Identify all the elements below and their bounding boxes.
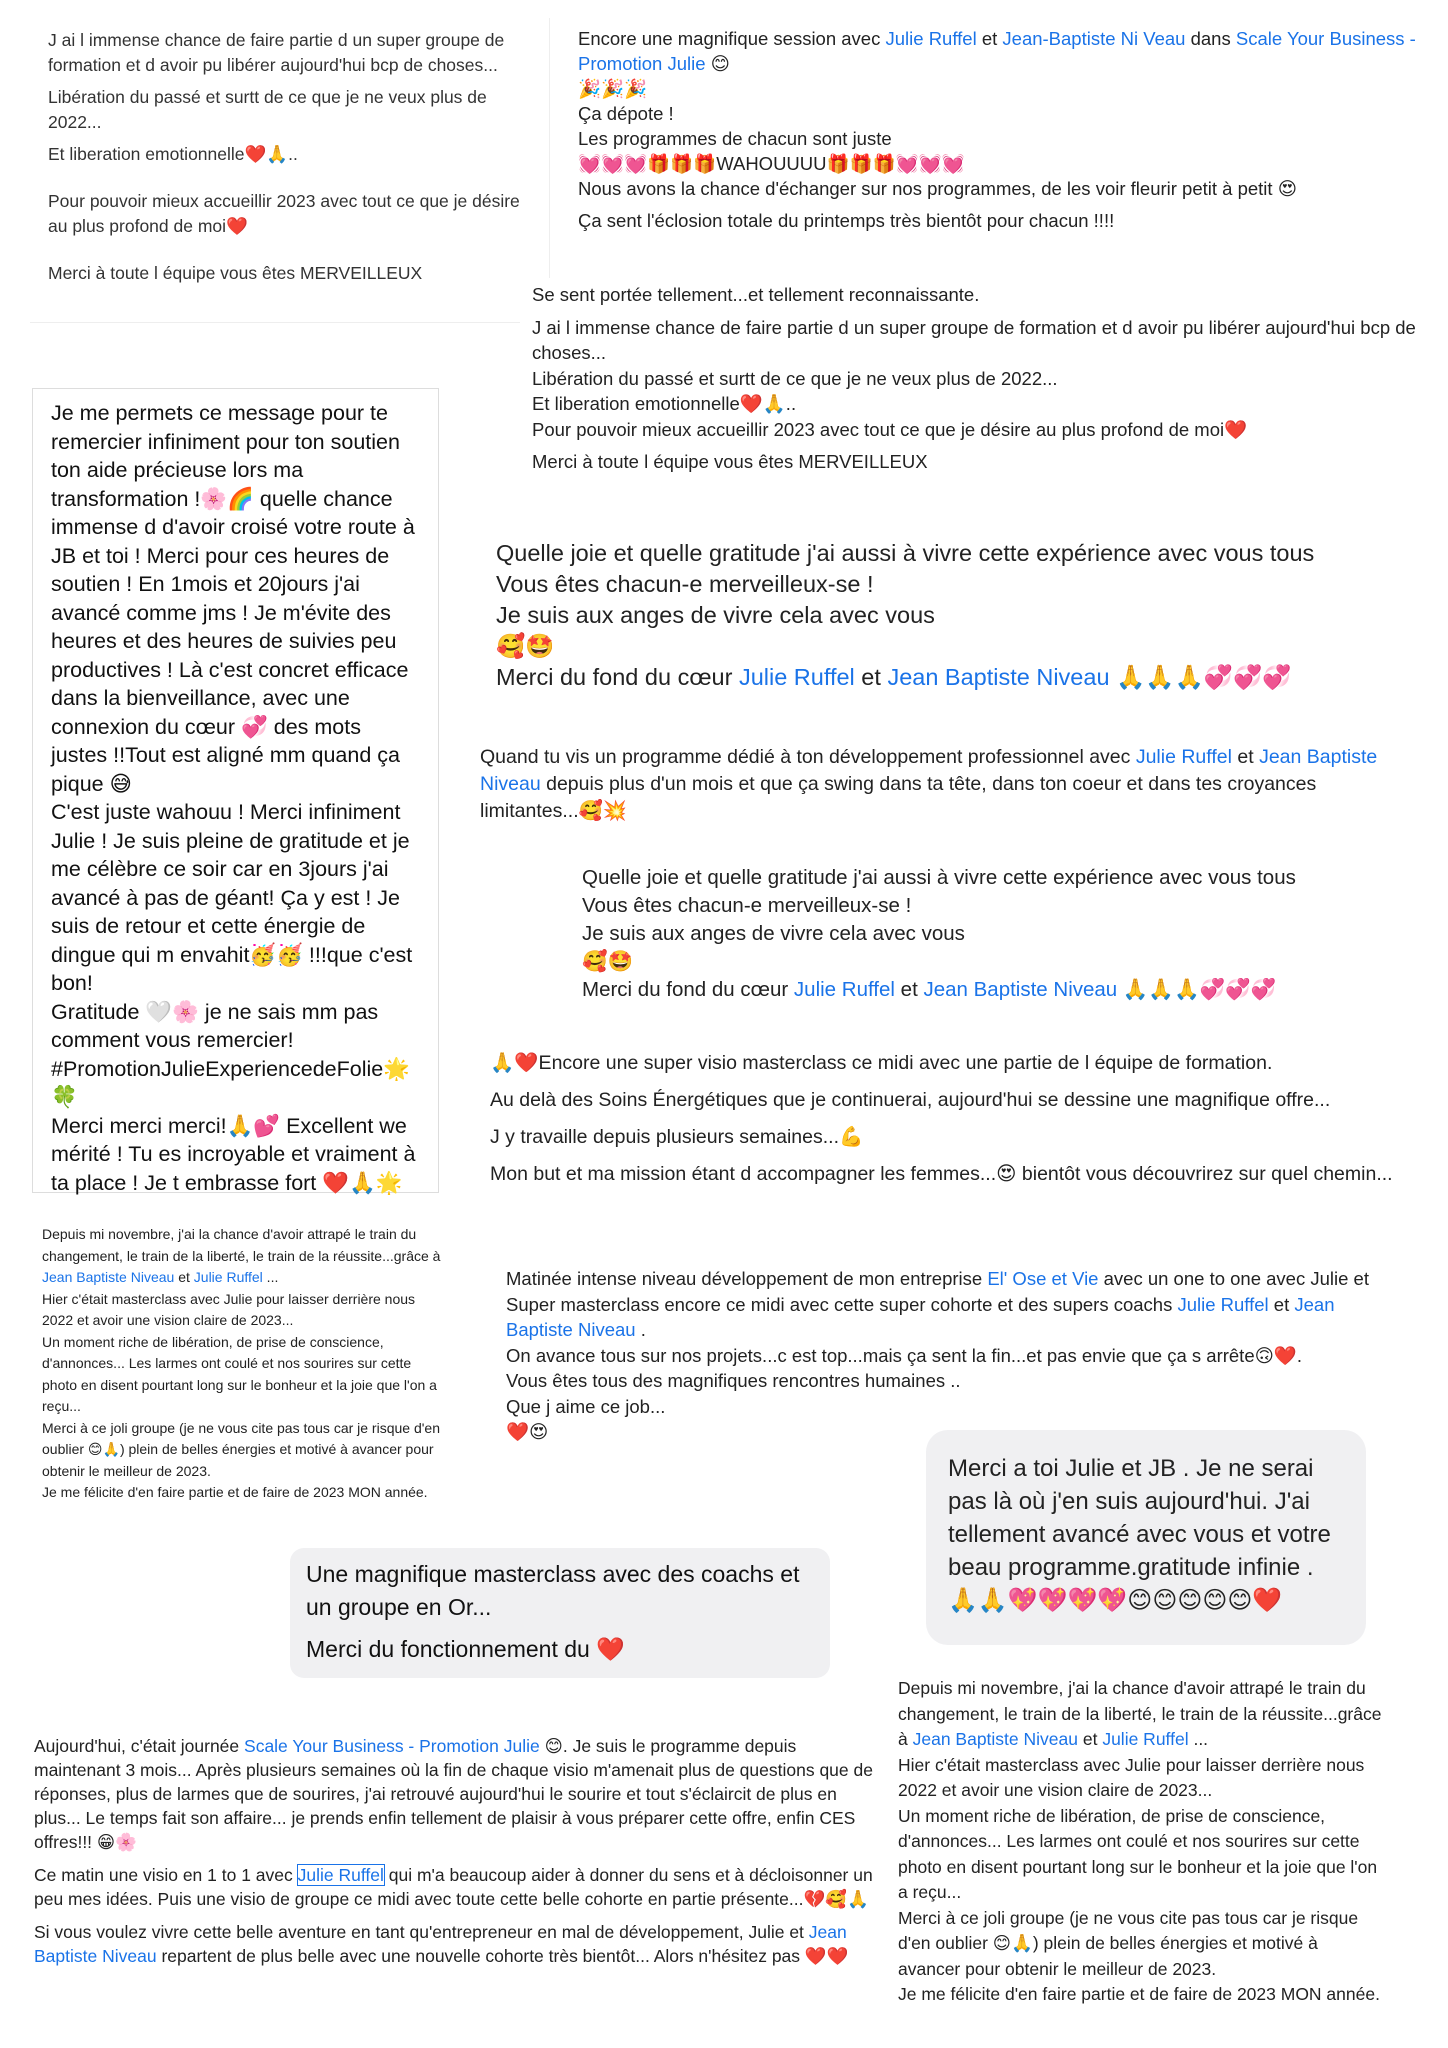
chat-bubble — [926, 1430, 1366, 1645]
text-line: Je suis aux anges de vivre cela avec vous — [496, 602, 935, 628]
text-line: J ai l immense chance de faire partie d un super groupe de formation et d avoir pu libérer aujourd'hui bcp de choses... — [48, 30, 505, 75]
masterclass-message-bubble — [290, 1548, 830, 1678]
text-span: Depuis mi novembre, j'ai la chance d'avoir attrapé le train du changement, le train de la liberté, le train de la réussite...grâce à — [898, 1678, 1382, 1749]
testimonial-card-10 — [496, 1262, 1396, 1442]
text-line: Un moment riche de libération, de prise de conscience, d'annonces... Les larmes ont coulé et nos sourires sur cette photo en disent pourtant long sur le bonheur et la joie que l'on a reçu... — [898, 1805, 1378, 1902]
thanks-line — [496, 662, 1376, 693]
text-line: Merci à ce joli groupe (je ne vous cite pas tous car je risque d'en oublier 😊🙏) plein de belles énergies et motivé à avancer pour obtenir le meilleur de 2023. — [42, 1419, 440, 1479]
mention-link[interactable]: Jean Baptiste Niveau — [42, 1269, 175, 1285]
mention-link[interactable]: Julie Ruffel — [1102, 1729, 1189, 1749]
text-span: Encore une magnifique session avec — [578, 28, 886, 49]
text-line: Pour pouvoir mieux accueillir 2023 avec tout ce que je désire au plus profond de moi❤️ — [532, 418, 1248, 440]
post-text — [480, 744, 1410, 825]
testimonial-card-3 — [520, 278, 1440, 498]
text-line: 💓💓💓🎁🎁🎁WAHOUUUU🎁🎁🎁💓💓💓 — [578, 153, 965, 174]
text-line: Libération du passé et surtt de ce que je ne veux plus de 2022... — [532, 367, 1058, 389]
text-line: Au delà des Soins Énergétiques que je continuerai, aujourd'hui se dessine une magnifique offre... — [490, 1089, 1331, 1111]
text-span: Aujourd'hui, c'était journée — [34, 1736, 245, 1756]
emoji-line: 🥰🤩 — [496, 633, 555, 659]
page-link[interactable]: El' Ose et Vie — [987, 1268, 1099, 1289]
testimonial-card-9 — [32, 1222, 452, 1532]
text-span: et — [174, 1269, 194, 1285]
mention-link[interactable]: Julie Ruffel — [1177, 1293, 1269, 1315]
text-line: Hier c'était masterclass avec Julie pour laisser derrière nous 2022 et avoir une vision claire de 2023... — [898, 1754, 1365, 1800]
text-line: Vous êtes chacun-e merveilleux-se ! — [496, 571, 874, 597]
text-line: Vous êtes tous des magnifiques rencontres humaines .. — [506, 1370, 961, 1391]
text-line: Quelle joie et quelle gratitude j'ai aussi à vivre cette expérience avec vous tous — [496, 540, 1315, 566]
text-line: Se sent portée tellement...et tellement reconnaissante. — [532, 284, 980, 305]
text-span: Merci du fond du cœur — [496, 664, 739, 690]
mention-link[interactable]: Julie Ruffel — [1135, 746, 1232, 768]
message-paragraph: C'est juste wahouu ! Merci infiniment Julie ! Je suis pleine de gratitude et je me célèbre ce soir car en 3jours j'ai avancé à pas de géant! Ça y est ! Je suis de retour et cette énergie de dingue qui m envahit🥳🥳 !!!que c'est bon! — [51, 800, 413, 995]
thanks-line — [582, 976, 1362, 1004]
post-paragraph — [34, 1734, 878, 1854]
text-line: Merci à ce joli groupe (je ne vous cite pas tous car je risque d'en oublier 😊🙏) plein de belles énergies et motivé à avancer pour obtenir le meilleur de 2023. — [898, 1907, 1359, 1979]
text-span: . — [635, 1319, 646, 1340]
post-intro — [42, 1224, 442, 1289]
text-line: Et liberation emotionnelle❤️🙏.. — [532, 393, 797, 414]
mention-link[interactable]: Julie Ruffel — [885, 28, 977, 49]
text-line: Je me félicite d'en faire partie et de faire de 2023 MON année. — [898, 1984, 1380, 2004]
text-line: Vous êtes chacun-e merveilleux-se ! — [582, 894, 912, 917]
text-span: Ce matin une visio en 1 to 1 avec — [34, 1865, 298, 1885]
emoji-line: 🎉🎉🎉 — [578, 78, 648, 99]
post-intro — [578, 26, 1424, 76]
chat-message-text: Merci a toi Julie et JB . Je ne serai pas là où j'en suis aujourd'hui. J'ai tellement avancé avec vous et votre beau programme.gratitude infinie . 🙏🙏💖💖💖💖😊😊😊😊😊❤️ — [948, 1455, 1331, 1614]
text-line: Les programmes de chacun sont juste — [578, 128, 892, 149]
text-line: Je suis aux anges de vivre cela avec vous — [582, 922, 965, 945]
text-span: Matinée intense niveau développement de mon entreprise — [506, 1268, 988, 1289]
testimonial-card-14 — [26, 1728, 886, 2043]
text-line: Ça sent l'éclosion totale du printemps très bientôt pour chacun !!!! — [578, 210, 1115, 231]
message-paragraph: Je me permets ce message pour te remercier infiniment pour ton soutien ton aide précieuse lors ma transformation !🌸🌈 quelle chance immense d d'avoir croisé votre route à JB et toi ! Merci pour ces heures de soutien ! En 1mois et 20jours j'ai avancé comme jms ! Je m'évite des heures et des heures de suivies peu productives ! Là c'est concret efficace dans la bienveillance, avec une connexion du cœur 💞 des mots justes !!Tout est aligné mm quand ça pique 😅 — [51, 401, 415, 796]
text-line: Merci à toute l équipe vous êtes MERVEILLEUX — [532, 451, 928, 472]
text-span: et — [976, 28, 1003, 49]
message-card — [32, 388, 439, 1193]
emoji-line: 🥰🤩 — [582, 950, 634, 973]
mention-link-selected[interactable]: Julie Ruffel — [297, 1865, 384, 1885]
text-line: Libération du passé et surtt de ce que je ne veux plus de 2022... — [48, 87, 487, 132]
text-span: Quand tu vis un programme dédié à ton développement professionnel avec — [480, 746, 1136, 768]
text-line: Quelle joie et quelle gratitude j'ai aussi à vivre cette expérience avec vous tous — [582, 866, 1296, 889]
message-paragraph: Merci merci merci!🙏💕 Excellent we mérité ! Tu es incroyable et vraiment à ta place ! Je t embrasse fort ❤️🙏🌟 — [51, 1113, 416, 1195]
post-paragraph — [34, 1863, 878, 1911]
text-line: J ai l immense chance de faire partie d un super groupe de formation et d avoir pu libérer aujourd'hui bcp de choses... — [532, 316, 1416, 363]
mention-link[interactable]: Jean Baptiste Niveau — [887, 664, 1110, 690]
mention-link[interactable]: Jean Baptiste Niveau — [923, 978, 1118, 1001]
testimonial-card-2 — [566, 22, 1436, 247]
text-line: Pour pouvoir mieux accueillir 2023 avec tout ce que je désire au plus profond de moi❤️ — [48, 191, 520, 236]
testimonial-card-1 — [30, 18, 550, 323]
text-span: 😊. Je suis le programme depuis maintenant 3 mois... Après plusieurs semaines où la fin de chaque visio m'amenait plus de questions que de réponses, plus de larmes que de sourires, j'ai retrouvé aujourd'hui le sourire et tout s'éclaircit de plus en plus... Le temps fait son affaire... je prends enfin tellement de plaisir à vous préparer cette offre, enfin CES offres!!! 😁🌸 — [34, 1736, 873, 1852]
text-line: Je me félicite d'en faire partie et de faire de 2023 MON année. — [42, 1484, 428, 1500]
text-line: Nous avons la chance d'échanger sur nos programmes, de les voir fleurir petit à petit 😍 — [578, 178, 1297, 199]
text-line: J y travaille depuis plusieurs semaines...💪 — [490, 1126, 864, 1148]
text-line: 🙏❤️Encore une super visio masterclass ce midi avec une partie de l équipe de formation. — [490, 1052, 1273, 1074]
post-intro — [506, 1266, 1386, 1343]
testimonial-card-5 — [486, 534, 1386, 704]
testimonial-card-13 — [890, 1668, 1390, 2043]
text-span: dans — [1185, 28, 1236, 49]
post-intro — [898, 1676, 1382, 1753]
post-paragraph — [34, 1920, 878, 1968]
text-span: et — [854, 664, 888, 690]
text-line: Et liberation emotionnelle❤️🙏.. — [48, 144, 298, 164]
text-span: 🙏🙏🙏💞💞💞 — [1117, 978, 1277, 1001]
text-line: Merci du fonctionnement du ❤️ — [306, 1636, 625, 1662]
testimonial-card-8 — [480, 1046, 1440, 1231]
mention-link[interactable]: Julie Ruffel — [193, 1269, 263, 1285]
text-span: 🙏🙏🙏💞💞💞 — [1109, 664, 1292, 690]
text-span: et — [1078, 1729, 1103, 1749]
text-line: Merci à toute l équipe vous êtes MERVEILLEUX — [48, 263, 423, 283]
text-line: On avance tous sur nos projets...c est top...mais ça sent la fin...et pas envie que ça s arrête🙃❤️. — [506, 1344, 1303, 1366]
text-span: ... — [1188, 1729, 1209, 1749]
text-span: et — [1231, 746, 1260, 768]
mention-link[interactable]: Jean Baptiste Niveau — [480, 746, 1378, 795]
text-span: depuis plus d'un mois et que ça swing dans ta tête, dans ton coeur et dans tes croyances limitantes...🥰💥 — [480, 773, 1317, 822]
emoji-line: ❤️😍 — [506, 1421, 549, 1442]
text-span: Depuis mi novembre, j'ai la chance d'avoir attrapé le train du changement, le train de la liberté, le train de la réussite...grâce à — [42, 1226, 441, 1264]
group-link[interactable]: Scale Your Business - Promotion Julie — [578, 28, 1416, 74]
message-paragraph: Gratitude 🤍🌸 je ne sais mm pas comment vous remercier! #PromotionJulieExperiencedeFolie🌟🍀 — [51, 999, 411, 1109]
text-span: Merci du fond du cœur — [582, 978, 794, 1001]
text-span: repartent de plus belle avec une nouvelle cohorte très bientôt... Alors n'hésitez pas ❤️❤️ — [156, 1946, 849, 1966]
text-span: qui m'a beaucoup aider à donner du sens et à décloisonner un peu mes idées. Puis une visio de groupe ce midi avec toute cette belle cohorte en partie présente...💔🥰🙏 — [34, 1865, 873, 1909]
text-line: Une magnifique masterclass avec des coachs et un groupe en Or... — [306, 1561, 800, 1620]
text-line: Que j aime ce job... — [506, 1395, 666, 1417]
text-span: Si vous voulez vivre cette belle aventure en tant qu'entrepreneur en mal de développement, Julie et — [34, 1922, 809, 1942]
group-link[interactable]: Scale Your Business - Promotion Julie — [244, 1736, 540, 1756]
mention-link[interactable]: Jean Baptiste Niveau — [34, 1922, 847, 1966]
text-span: ... — [262, 1269, 279, 1285]
text-line: Mon but et ma mission étant d accompagner les femmes...😍 bientôt vous découvrirez sur quel chemin... — [490, 1163, 1393, 1185]
text-span: et — [1268, 1293, 1295, 1315]
text-line: Un moment riche de libération, de prise de conscience, d'annonces... Les larmes ont coulé et nos sourires sur cette photo en disent pourtant long sur le bonheur et la joie que l'on a reçu... — [42, 1333, 437, 1414]
text-line: Ça dépote ! — [578, 103, 674, 124]
mention-link[interactable]: Jean-Baptiste Ni Veau — [1002, 28, 1186, 49]
mention-link[interactable]: Julie Ruffel — [738, 664, 855, 690]
mention-link[interactable]: Jean Baptiste Niveau — [506, 1293, 1335, 1340]
mention-link[interactable]: Julie Ruffel — [793, 978, 895, 1001]
text-span: avec un one to one avec Julie et Super masterclass encore ce midi avec cette super cohorte et des supers coachs — [506, 1268, 1369, 1315]
testimonial-card-6 — [470, 740, 1420, 840]
mention-link[interactable]: Jean Baptiste Niveau — [912, 1729, 1078, 1749]
text-line: Hier c'était masterclass avec Julie pour laisser derrière nous 2022 et avoir une vision claire de 2023... — [42, 1290, 416, 1328]
text-span: 😊 — [705, 53, 730, 74]
text-span: et — [894, 978, 924, 1001]
testimonial-card-7 — [572, 860, 1372, 1015]
